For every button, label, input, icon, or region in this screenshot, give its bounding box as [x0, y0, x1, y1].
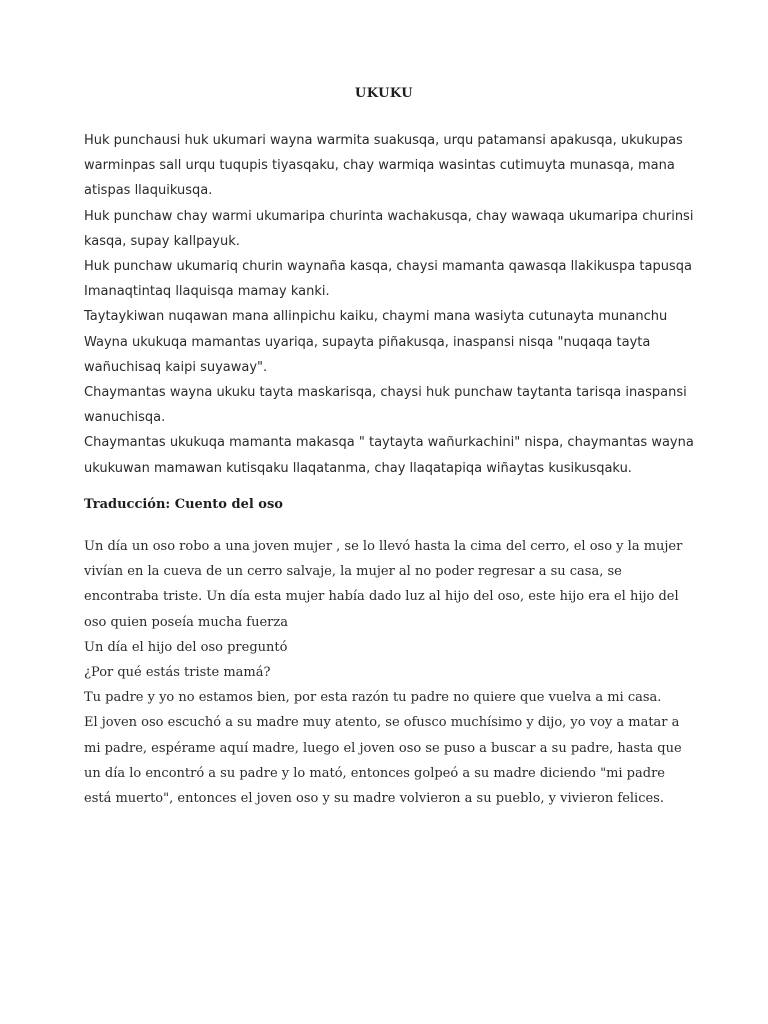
quechua-paragraph: Huk punchausi huk ukumari wayna warmita suakusqa, urqu patamansi apakusqa, ukukupas warminpas sall urqu tuqupis tiyasqaku, chay warmiqa wasintas cutimuyta munasqa, mana atispas llaquikusqa.	[84, 133, 683, 199]
spanish-paragraph: El joven oso escuchó a su madre muy atento, se ofusco muchísimo y dijo, yo voy a matar a mi padre, espérame aquí madre, luego el joven oso se puso a buscar a su padre, hasta que un día lo encontró a su padre y lo mató, entonces golpeó a su madre diciendo "mi padre está muerto", entonces el joven oso y su madre volvieron a su pueblo, y vivieron felices.	[84, 715, 682, 807]
translation-heading: Traducción: Cuento del oso	[84, 497, 283, 512]
spanish-paragraph: Un día un oso robo a una joven mujer , se lo llevó hasta la cima del cerro, el oso y la mujer vivían en la cueva de un cerro salvaje, la mujer al no poder regresar a su casa, se encontraba triste. Un día esta mujer había dado luz al hijo del oso, este hijo era el hijo del oso quien poseía mucha fuerza	[84, 539, 683, 630]
spanish-paragraph: ¿Por qué estás triste mamá?	[84, 665, 271, 681]
spanish-paragraph: Tu padre y yo no estamos bien, por esta razón tu padre no quiere que vuelva a mi casa.	[84, 690, 662, 706]
spanish-text	[84, 534, 694, 811]
quechua-paragraph: Chaymantas ukukuqa mamanta makasqa " taytayta wañurkachini" nispa, chaymantas wayna ukukuwan mamawan kutisqaku llaqatanma, chay llaqatapiqa wiñaytas kusikusqaku.	[84, 435, 694, 476]
quechua-paragraph: Taytaykiwan nuqawan mana allinpichu kaiku, chaymi mana wasiyta cutunayta munanchu	[84, 309, 668, 325]
quechua-paragraph: Huk punchaw chay warmi ukumaripa churinta wachakusqa, chay wawaqa ukumaripa churinsi kasqa, supay kallpayuk.	[84, 208, 694, 249]
quechua-paragraph: Chaymantas wayna ukuku tayta maskarisqa, chaysi huk punchaw taytanta tarisqa inaspansi wanuchisqa.	[84, 385, 687, 426]
quechua-paragraph: Huk punchaw ukumariq churin waynaña kasqa, chaysi mamanta qawasqa llakikuspa tapusqa Imanaqtintaq llaquisqa mamay kanki.	[84, 259, 692, 300]
spanish-paragraph: Un día el hijo del oso preguntó	[84, 639, 288, 655]
quechua-text	[84, 128, 694, 481]
quechua-paragraph: Wayna ukukuqa mamantas uyariqa, supayta piñakusqa, inaspansi nisqa "nuqaqa tayta wañuchisaq kaipi suyaway".	[84, 334, 651, 375]
document-title: UKUKU	[354, 86, 414, 101]
